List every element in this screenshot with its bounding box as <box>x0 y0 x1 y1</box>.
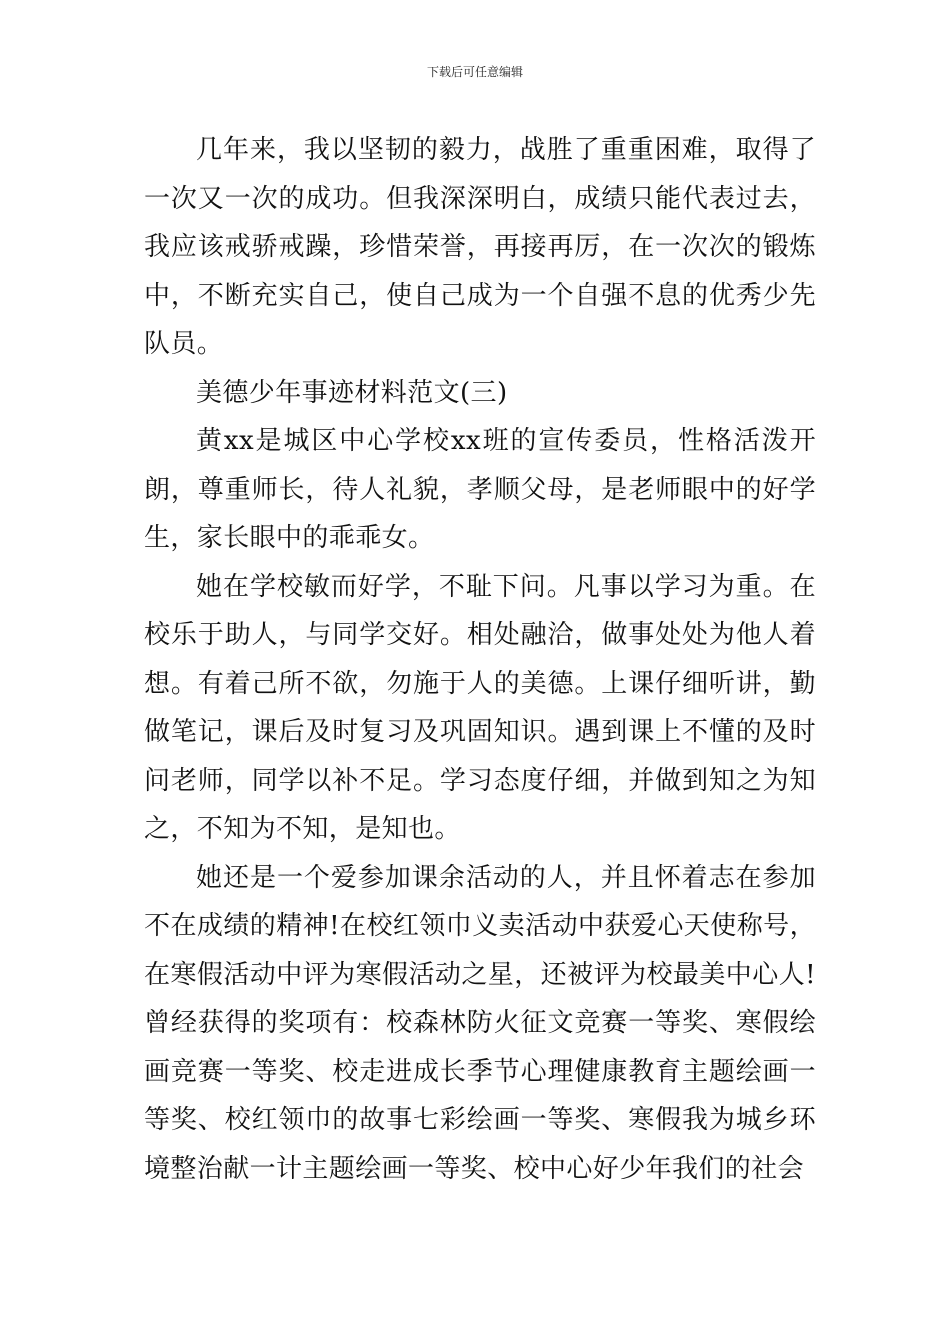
paragraph-achievements: 几年来，我以坚韧的毅力，战胜了重重困难，取得了一次又一次的成功。但我深深明白，成绩只能代表过去，我应该戒骄戒躁，珍惜荣誉，再接再厉，在一次次的锻炼中，不断充实自己，使自己成为一个自强不息的优秀少先队员。 <box>144 135 816 359</box>
section-heading: 美德少年事迹材料范文(三) <box>196 377 508 408</box>
paragraph-intro: 黄xx是城区中心学校xx班的宣传委员，性格活泼开朗，尊重师长，待人礼貌，孝顺父母，是老师眼中的好学生，家长眼中的乖乖女。 <box>144 426 816 553</box>
document-body <box>144 126 816 1193</box>
paragraph-study: 她在学校敏而好学，不耻下问。凡事以学习为重。在校乐于助人，与同学交好。相处融洽，做事处处为他人着想。有着己所不欲，勿施于人的美德。上课仔细听讲，勤做笔记，课后及时复习及巩固知识。遇到课上不懂的及时问老师，同学以补不足。学习态度仔细，并做到知之为知之，不知为不知，是知也。 <box>144 571 816 844</box>
page-header: 下载后可任意编辑 <box>426 65 523 79</box>
paragraph-activities: 她还是一个爱参加课余活动的人，并且怀着志在参加不在成绩的精神!在校红领巾义卖活动中获爱心天使称号，在寒假活动中评为寒假活动之星，还被评为校最美中心人!曾经获得的奖项有：校森林防火征文竞赛一等奖、寒假绘画竞赛一等奖、校走进成长季节心理健康教育主题绘画一等奖、校红领巾的故事七彩绘画一等奖、寒假我为城乡环境整治献一计主题绘画一等奖、校中心好少年我们的社会 <box>144 862 816 1184</box>
